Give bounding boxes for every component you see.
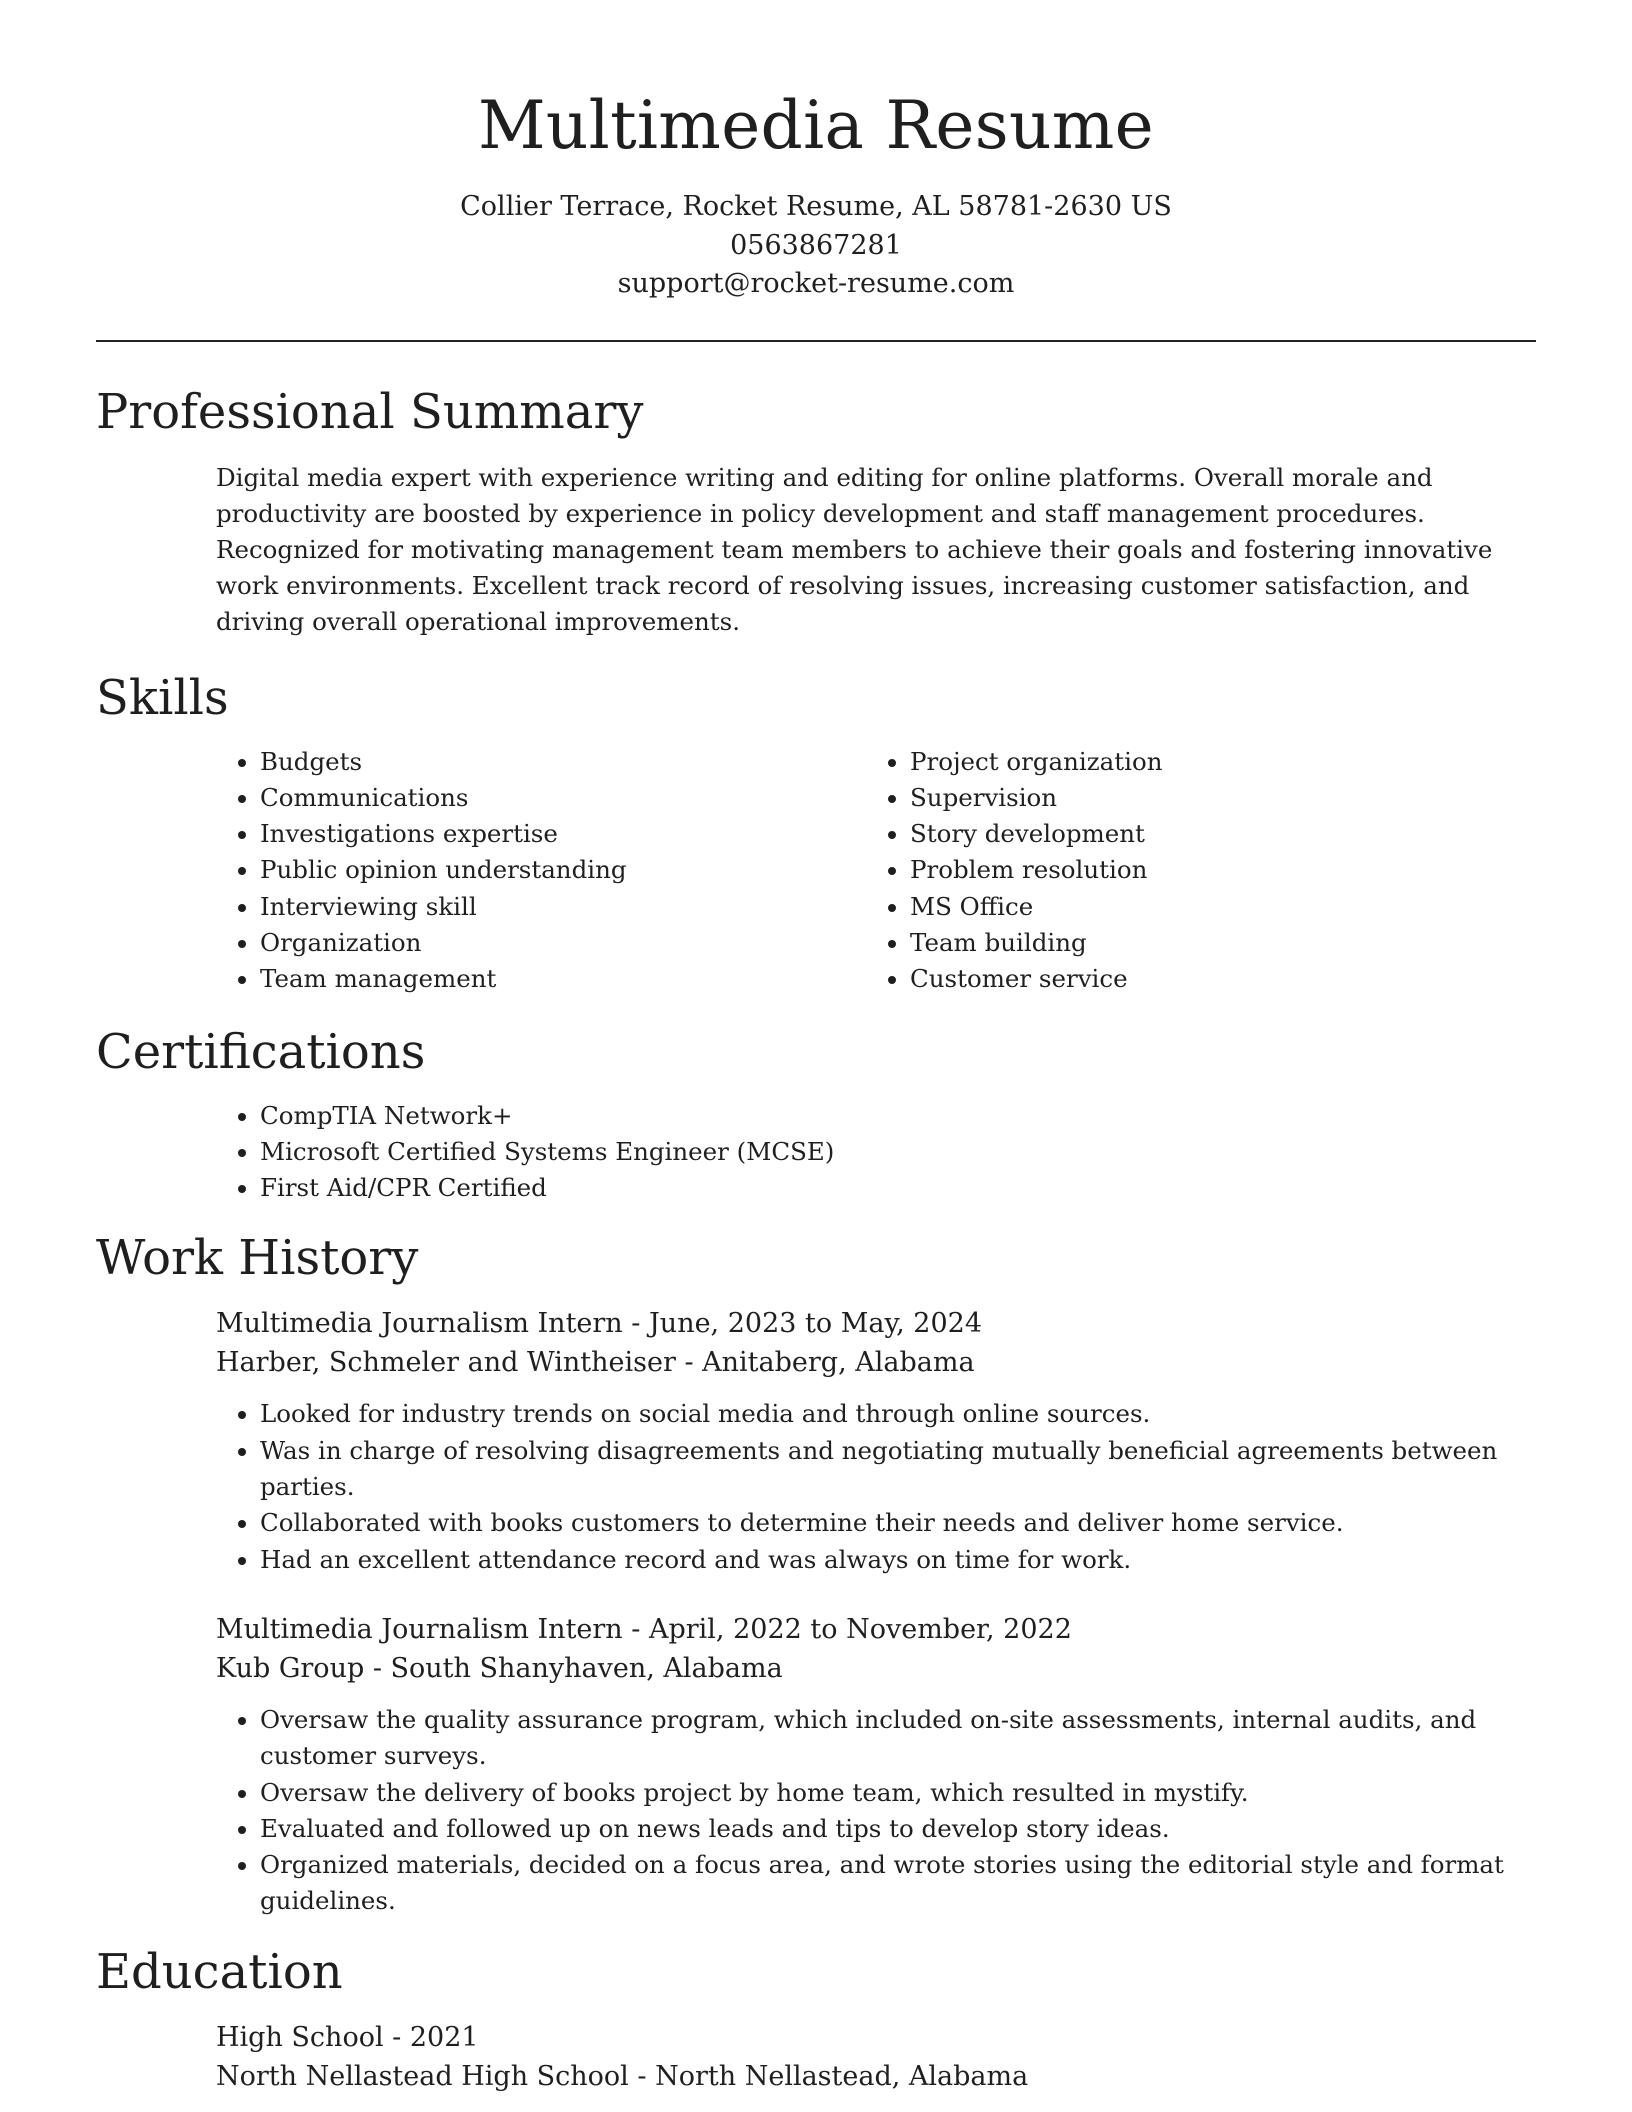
education-entry bbox=[216, 2018, 1536, 2096]
list-item: • Team management bbox=[260, 961, 866, 997]
list-item: • Communications bbox=[260, 780, 866, 816]
work-section bbox=[96, 1228, 1536, 1919]
job-company-line: Harber, Schmeler and Wintheiser - Anitaberg, Alabama bbox=[216, 1347, 975, 1379]
job-title-line: Multimedia Journalism Intern - April, 2022 to November, 2022 bbox=[216, 1613, 1072, 1645]
list-item: • Microsoft Certified Systems Engineer (MCSE) bbox=[260, 1134, 1536, 1170]
list-item: • Project organization bbox=[910, 744, 1536, 780]
list-item: • Looked for industry trends on social media and through online sources. bbox=[260, 1396, 1536, 1432]
resume-header bbox=[96, 0, 1536, 304]
education-title: Education bbox=[96, 1943, 343, 2000]
skills-list-right bbox=[866, 744, 1536, 998]
work-title: Work History bbox=[96, 1230, 419, 1287]
job-bullets bbox=[216, 1396, 1536, 1577]
certifications-list bbox=[216, 1098, 1536, 1207]
list-item: • Oversaw the delivery of books project by home team, which resulted in mystify. bbox=[260, 1775, 1536, 1811]
resume-name: Multimedia Resume bbox=[477, 87, 1155, 164]
list-item: • Oversaw the quality assurance program, which included on-site assessments, internal audits, and customer surveys. bbox=[260, 1702, 1536, 1775]
job-entry bbox=[216, 1304, 1536, 1577]
address: Collier Terrace, Rocket Resume, AL 58781-2630 US bbox=[460, 191, 1172, 222]
list-item: • Organization bbox=[260, 925, 866, 961]
skills-section bbox=[96, 668, 1536, 998]
job-company-line: Kub Group - South Shanyhaven, Alabama bbox=[216, 1652, 783, 1684]
education-school-line: North Nellastead High School - North Nellastead, Alabama bbox=[216, 2060, 1029, 2092]
list-item: • MS Office bbox=[910, 889, 1536, 925]
list-item: • Interviewing skill bbox=[260, 889, 866, 925]
summary-title: Professional Summary bbox=[96, 383, 644, 440]
list-item: • Team building bbox=[910, 925, 1536, 961]
list-item: • Was in charge of resolving disagreements and negotiating mutually beneficial agreements between parties. bbox=[260, 1433, 1536, 1506]
resume-page bbox=[96, 0, 1536, 2096]
list-item: • Problem resolution bbox=[910, 852, 1536, 888]
education-section bbox=[96, 1942, 1536, 2096]
skills-grid bbox=[216, 744, 1536, 998]
certifications-title: Certifications bbox=[96, 1023, 426, 1080]
list-item: • Investigations expertise bbox=[260, 816, 866, 852]
list-item: • Customer service bbox=[910, 961, 1536, 997]
list-item: • Supervision bbox=[910, 780, 1536, 816]
job-title-line: Multimedia Journalism Intern - June, 2023 to May, 2024 bbox=[216, 1308, 982, 1340]
certifications-list-wrap bbox=[216, 1098, 1536, 1207]
skills-title: Skills bbox=[96, 669, 229, 726]
list-item: • Story development bbox=[910, 816, 1536, 852]
summary-section bbox=[96, 382, 1536, 640]
list-item: • Had an excellent attendance record and was always on time for work. bbox=[260, 1542, 1536, 1578]
list-item: • Budgets bbox=[260, 744, 866, 780]
list-item: • CompTIA Network+ bbox=[260, 1098, 1536, 1134]
list-item: • First Aid/CPR Certified bbox=[260, 1170, 1536, 1206]
certifications-section bbox=[96, 1022, 1536, 1207]
list-item: • Public opinion understanding bbox=[260, 852, 866, 888]
job-entry bbox=[216, 1610, 1536, 1920]
list-item: • Collaborated with books customers to determine their needs and deliver home service. bbox=[260, 1505, 1536, 1541]
header-divider bbox=[96, 340, 1536, 342]
skills-list-left bbox=[216, 744, 866, 998]
summary-text: Digital media expert with experience writing and editing for online platforms. Overall morale and productivity are boosted by experience in policy development and staff management procedures. Recognized for motivating management team members to achieve their goals and fostering innovative work environments. Excellent track record of resolving issues, increasing customer satisfaction, and driving overall operational improvements. bbox=[216, 462, 1493, 636]
education-degree-line: High School - 2021 bbox=[216, 2021, 479, 2053]
list-item: • Evaluated and followed up on news leads and tips to develop story ideas. bbox=[260, 1811, 1536, 1847]
list-item: • Organized materials, decided on a focus area, and wrote stories using the editorial style and format guidelines. bbox=[260, 1847, 1536, 1920]
contact-block bbox=[96, 188, 1536, 304]
phone: 0563867281 bbox=[730, 229, 902, 261]
email: support@rocket-resume.com bbox=[617, 268, 1015, 299]
job-bullets bbox=[216, 1702, 1536, 1920]
